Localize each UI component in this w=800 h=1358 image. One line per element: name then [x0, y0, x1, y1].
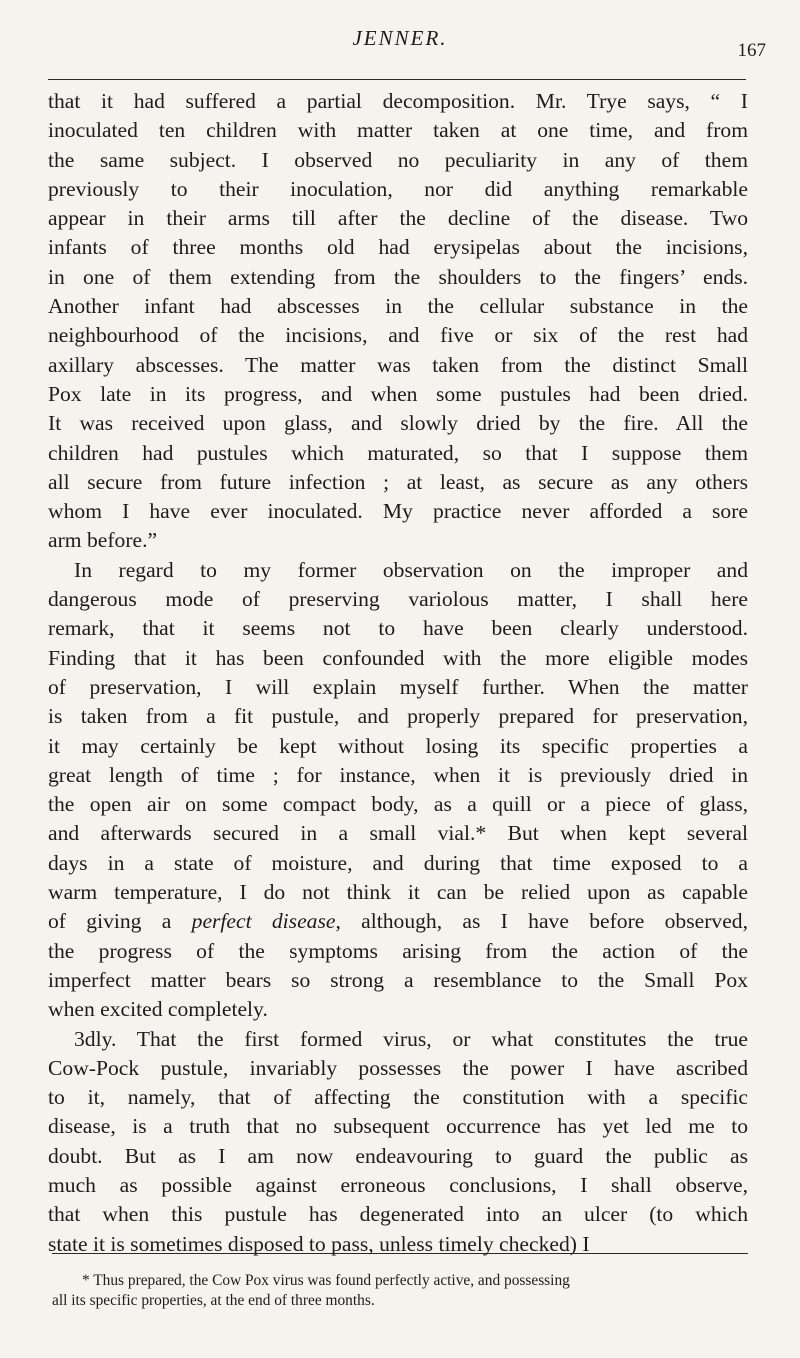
text-line: of giving a perfect disease, although, as I have before observed,	[48, 909, 748, 934]
text-line: it may certainly be kept without losing its specific properties a	[48, 733, 748, 758]
text-line: Pox late in its progress, and when some pustules had been dried.	[48, 381, 748, 406]
paragraph	[48, 87, 748, 556]
page-header	[0, 26, 800, 62]
body-text	[48, 87, 748, 1259]
text-line: imperfect matter bears so strong a resemblance to the Small Pox	[48, 967, 748, 992]
paragraph	[48, 556, 748, 1025]
text-line: days in a state of moisture, and during that time exposed to a	[48, 850, 748, 875]
footnote-rule	[52, 1253, 748, 1254]
text-line: Finding that it has been confounded with the more eligible modes	[48, 645, 748, 670]
text-line: doubt. But as I am now endeavouring to guard the public as	[48, 1143, 748, 1168]
text-line: neighbourhood of the incisions, and five or six of the rest had	[48, 323, 748, 348]
text-line: in one of them extending from the shoulders to the fingers’ ends.	[48, 264, 748, 289]
header-rule	[48, 79, 746, 80]
text-line: In regard to my former observation on the improper and	[74, 557, 748, 582]
text-line: inoculated ten children with matter taken at one time, and from	[48, 118, 748, 143]
text-line: and afterwards secured in a small vial.* But when kept several	[48, 821, 748, 846]
text-line: It was received upon glass, and slowly dried by the fire. All the	[48, 411, 748, 436]
text-line: children had pustules which maturated, so that I suppose them	[48, 440, 748, 465]
text-line: the same subject. I observed no peculiarity in any of them	[48, 147, 748, 172]
footnote-line: all its specific properties, at the end of three months.	[52, 1292, 375, 1309]
text-line: that it had suffered a partial decomposition. Mr. Trye says, “ I	[48, 89, 748, 113]
text-line: arm before.”	[48, 528, 158, 553]
text-line: Another infant had abscesses in the cellular substance in the	[48, 294, 748, 319]
text-line: much as possible against erroneous conclusions, I shall observe,	[48, 1172, 748, 1197]
text-line: great length of time ; for instance, when it is previously dried in	[48, 762, 748, 787]
text-line: Cow-Pock pustule, invariably possesses the power I have ascribed	[48, 1055, 748, 1080]
text-line: of preservation, I will explain myself further. When the matter	[48, 674, 748, 699]
text-line: disease, is a truth that no subsequent occurrence has yet led me to	[48, 1114, 748, 1139]
text-line: to it, namely, that of affecting the constitution with a specific	[48, 1085, 748, 1110]
text-line: that when this pustule has degenerated into an ulcer (to which	[48, 1202, 748, 1227]
text-line: state it is sometimes disposed to pass, unless timely checked) I	[48, 1231, 590, 1256]
text-line: is taken from a fit pustule, and properly prepared for preservation,	[48, 704, 748, 729]
text-line: axillary abscesses. The matter was taken from the distinct Small	[48, 352, 748, 377]
text-line: all secure from future infection ; at least, as secure as any others	[48, 469, 748, 494]
text-line: the open air on some compact body, as a quill or a piece of glass,	[48, 792, 748, 817]
text-line: whom I have ever inoculated. My practice never afforded a sore	[48, 499, 748, 524]
text-line: 3dly. That the first formed virus, or what constitutes the true	[74, 1026, 748, 1051]
running-title: JENNER.	[352, 26, 448, 50]
footnote-line: * Thus prepared, the Cow Pox virus was found perfectly active, and possessing	[82, 1272, 570, 1289]
text-line: previously to their inoculation, nor did anything remarkable	[48, 176, 748, 201]
paragraph	[48, 1025, 748, 1259]
text-line: remark, that it seems not to have been clearly understood.	[48, 616, 748, 641]
text-line: the progress of the symptoms arising from the action of the	[48, 938, 748, 963]
page-number: 167	[737, 40, 766, 61]
text-line: dangerous mode of preserving variolous matter, I shall here	[48, 587, 748, 612]
text-line: appear in their arms till after the decline of the disease. Two	[48, 206, 748, 231]
text-line: warm temperature, I do not think it can be relied upon as capable	[48, 880, 748, 905]
text-line: infants of three months old had erysipelas about the incisions,	[48, 235, 748, 260]
text-line: when excited completely.	[48, 997, 268, 1022]
footnote	[52, 1271, 752, 1311]
